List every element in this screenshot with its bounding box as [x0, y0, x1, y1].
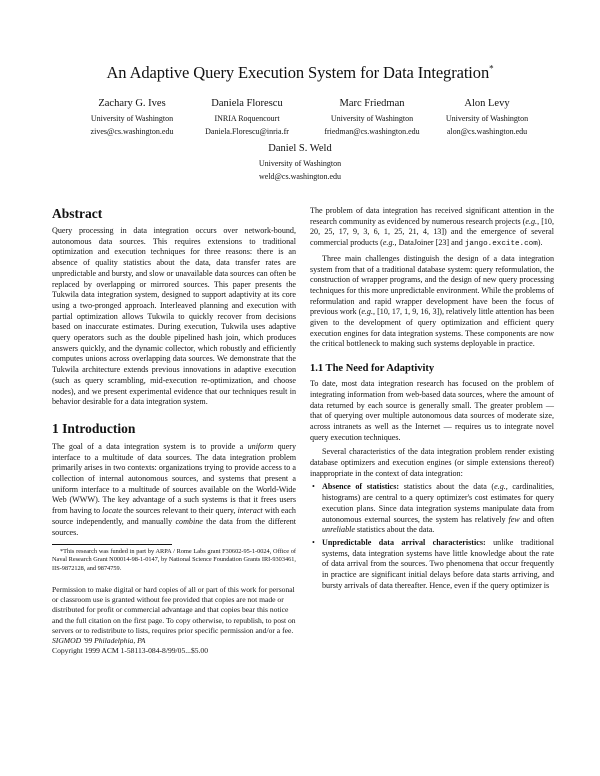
subsection-heading: 1.1 The Need for Adaptivity [310, 363, 435, 375]
system-name: Tukwila [52, 290, 79, 300]
emphasis: e.g. [361, 307, 373, 317]
text-run: , [10, 17, 1, 9, 16, 3]), relatively little attention has been given to the development of query optimization and efficient query execution engines for data integration systems. These components are now the critical bottleneck to making such systems deployable in practice. [310, 307, 555, 349]
bullet-icon: • [312, 482, 315, 492]
conference-line [52, 636, 296, 646]
author-name: Marc Friedman [339, 98, 405, 109]
text-run: uses adaptive query operators such as the double pipelined hash join, which produces answers quickly, and the dynamic collector, which robustly and efficiently computes unions across overlapping data sources. We demonstrate that the [52, 322, 296, 364]
emphasis: combine [175, 516, 203, 526]
introduction-heading: 1 Introduction [52, 420, 136, 436]
system-name: Tukwila [221, 322, 248, 332]
url-text: jango.excite.com [464, 240, 538, 249]
text-run: data integration system, designed to support adaptivity at its core using a two-pronged approach. Interleaved planning and execution with partial optimization allows [52, 290, 296, 321]
author-affiliation: University of Washington [445, 114, 529, 123]
emphasis: locate [102, 506, 122, 516]
text-run: to quickly recover from decisions based on inaccurate estimates. During execution, [52, 311, 297, 332]
author-affiliation: University of Washington [90, 114, 174, 123]
abstract-heading: Abstract [52, 206, 103, 221]
system-name: Tukwila [147, 311, 175, 321]
author-name: Alon Levy [464, 98, 510, 109]
body-paragraph: To date, most data integration research has focused on the problem of integrating information from web-based data sources, where the amount of data returned by each source is generally small. The greater problem — that of querying over multiple autonomous data sources of moderate size, across intranets as well as the Internet — requires us to integrate novel query execution techniques. [310, 379, 554, 442]
emphasis: few [508, 514, 520, 524]
left-column [52, 206, 296, 656]
text-run: The goal of a data integration system is to provide a [52, 441, 248, 451]
author-affiliation: University of Washington [258, 159, 342, 168]
text-run: the data from the different sources. [52, 516, 297, 537]
author-email: friedman@cs.washington.edu [324, 127, 420, 136]
author-name: Daniel S. Weld [268, 143, 332, 154]
author-affiliation: INRIA Roquencourt [214, 114, 280, 123]
text-run: with each source independently, and manually [52, 506, 296, 526]
footnote-rule [52, 544, 172, 545]
text-run: and often [519, 514, 554, 524]
text-run: , DataJoiner [23] and [394, 238, 465, 248]
text-run: the sources relevant to their query, [121, 506, 238, 516]
text-run: , cardinalities, histograms) are central to a query optimizer's cost estimates for query execution plans. Since data integration systems manipulate data from autonomous external sources, the system has relatively [322, 482, 554, 524]
author-email: Daniela.Florescu@inria.fr [205, 127, 289, 136]
author-affiliation: University of Washington [330, 114, 414, 123]
abstract-text [52, 226, 296, 408]
text-run: architecture extends previous innovations in adaptive execution (such as query scrambling, mid-execution re-optimization, and choose nodes), and we present experimental evidence that our techniques result in behavior desirable for a data integration system. [52, 365, 296, 407]
funding-footnote: *This research was funded in part by ARPA / Rome Labs grant F30602-95-1-0024, Office of Naval Research Grant N00014-98-1-0147, by National Science Foundation Grants IRI-9303461, IIS-9872128, and 9874759. [52, 548, 296, 572]
challenge-list [310, 482, 554, 591]
conference-name: SIGMOD '99 Philadelphia, PA [52, 635, 146, 645]
text-run: statistics about the data. [354, 525, 435, 535]
text-run: The problem of data integration has received significant attention in the research community as evidenced by numerous research projects ( [310, 206, 554, 226]
list-item-label: Unpredictable data arrival characteristics: [322, 537, 486, 547]
list-item-label: Absence of statistics: [322, 482, 400, 492]
author-name: Daniela Florescu [211, 98, 283, 109]
bullet-icon: • [312, 537, 315, 547]
author-name: Zachary G. Ives [98, 98, 166, 109]
right-column [310, 206, 554, 592]
author-block [225, 142, 375, 183]
emphasis: e.g. [525, 216, 538, 226]
permission-block [52, 585, 296, 656]
permission-text: Permission to make digital or hard copies of all or part of this work for personal or classroom use is granted without fee provided that copies are not made or distributed for profit or commercial advantage and that copies bear this notice and the full citation on the first page. To copy otherwise, to republish, to post on servers or to redistribute to lists, requires prior specific permission and/or a fee. [52, 584, 296, 635]
emphasis: interact [237, 506, 263, 516]
emphasis: e.g. [494, 482, 506, 492]
text-run: query interface to a multitude of data sources. The data integration problem primarily arises in two contexts: organizations trying to provide access to a collection of internal autonomous sources, and systems that present a uniform interface to a multitude of sources available on the World-Wide Web (WWW). The key advantage of a such systems is that it frees users from having to [52, 441, 296, 516]
list-item [312, 537, 554, 592]
emphasis: unreliable [322, 525, 355, 535]
author-email: alon@cs.washington.edu [446, 127, 528, 136]
title-footnote-mark: * [489, 63, 494, 74]
text-run: ). [537, 238, 543, 248]
author-block [412, 97, 562, 138]
body-paragraph: Several characteristics of the data integration problem render existing database optimizers and execution engines (or simple extensions thereof) inappropriate in the context of data integration: [310, 447, 554, 478]
text-run: unlike traditional systems, data integration systems have little knowledge about the rate of data arrival from the sources. Two phenomena that occur frequently in practice are significant initial delays before data starts arriving, and bursty arrivals of data thereafter. Hence, even if the query optimizer is [322, 537, 554, 590]
author-email: weld@cs.washington.edu [258, 172, 342, 181]
text-run: statistics about the data ( [399, 482, 495, 492]
body-paragraph [310, 254, 554, 350]
introduction-text [52, 442, 296, 538]
emphasis: uniform [247, 441, 274, 451]
text-run: Query processing in data integration occurs over network-bound, autonomous data sources. This requires extensions to traditional optimization and execution techniques for three reasons: there is an absence of quality statistics about the data, data transfer rates are unpredictable and bursty, and slow or unavailable data sources can often be replaced by overlapping or mirrored sources. This paper presents the [52, 226, 296, 289]
paper-title: An Adaptive Query Execution System for Data Integration* [106, 63, 494, 82]
copyright-line: Copyright 1999 ACM 1-58113-084-8/99/05...$5.00 [52, 646, 209, 656]
body-paragraph [310, 206, 554, 250]
system-name: Tukwila [52, 365, 79, 375]
text-run: Three main challenges distinguish the design of a data integration system from that of a traditional database system: query reformulation, the construction of wrapper programs, and the design of new query processing techniques for this more unpredictable environment. While the problems of reformulation and rapid wrapper development have been the focus of previous work ( [310, 253, 554, 317]
list-item [312, 482, 554, 536]
text-run: , [10, 20, 25, 17, 9, 3, 6, 1, 25, 21, 4, 13]) and the emergence of several commercial products ( [310, 216, 555, 248]
author-email: zives@cs.washington.edu [90, 127, 174, 136]
emphasis: e.g. [382, 238, 395, 248]
